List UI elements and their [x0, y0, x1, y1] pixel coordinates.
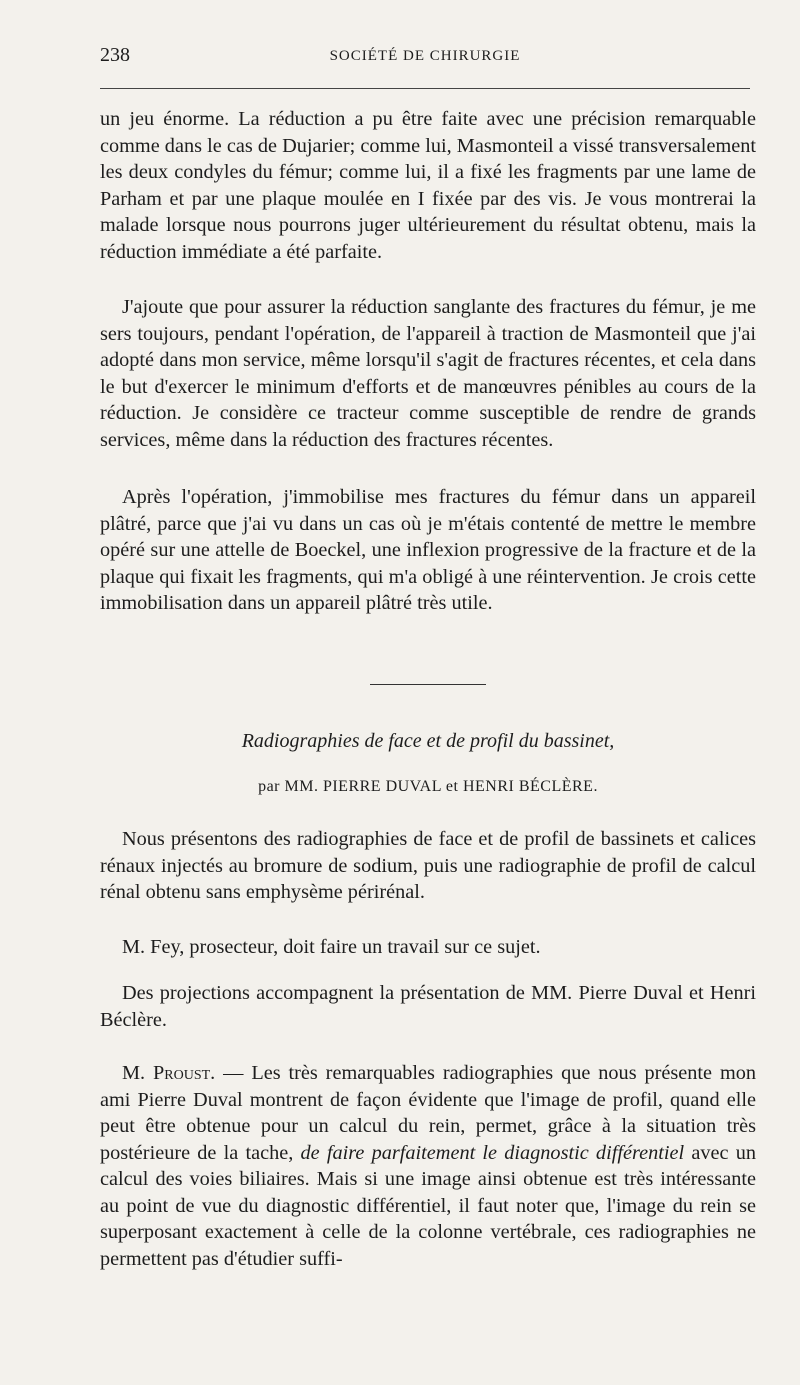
discussion-paragraph [100, 1060, 756, 1272]
running-title: SOCIÉTÉ DE CHIRURGIE [329, 48, 521, 64]
speaker-name: M. Proust. [122, 1062, 216, 1084]
discussion-text-b: avec un calcul des voies biliaires. Mais si une image ainsi obtenue est très intéressante au point de vue du diagnostic différentiel, il faut noter que, l'image du rein se superposant exactement à celle de la colonne vertébrale, ces radiographies ne permettent pas d'étudier suffi- [100, 1141, 756, 1270]
section-separator [370, 684, 486, 685]
discussion-text-a: Les très remarquables radiographies que nous présente mon ami Pierre Duval montrent de façon évidente que l'image de profil, quand elle peut être obtenue pour un calcul du rein, permet, grâce à la situation très postérieure de la tache, [100, 1062, 757, 1164]
header-rule [100, 88, 750, 89]
section-paragraph-1: Nous présentons des radiographies de face et de profil de bassinets et calices rénaux injectés au bromure de sodium, puis une radiographie de profil de calcul rénal obtenu sans emphysème périrénal. [100, 828, 756, 903]
page-number: 238 [100, 44, 130, 66]
page-header [100, 44, 750, 74]
section-title: Radiographies de face et de profil du bassinet, [241, 730, 615, 752]
section-paragraph-2: M. Fey, prosecteur, doit faire un travail sur ce sujet. [122, 936, 541, 958]
section-paragraph-3: Des projections accompagnent la présentation de MM. Pierre Duval et Henri Béclère. [100, 982, 756, 1031]
continuation-paragraph-2: J'ajoute que pour assurer la réduction sanglante des fractures du fémur, je me sers toujours, pendant l'opération, de l'appareil à traction de Masmonteil que j'ai adopté dans mon service, même lorsqu'il s'agit de fractures récentes, et cela dans le but d'exercer le minimum d'efforts et de manœuvres pénibles au cours de la réduction. Je considère ce tracteur comme susceptible de rendre de grands services, même dans la réduction des fractures récentes. [100, 296, 756, 451]
speaker-dash: — [215, 1062, 252, 1084]
continuation-paragraph-1: un jeu énorme. La réduction a pu être faite avec une précision remarquable comme dans le cas de Dujarier; comme lui, Masmonteil a vissé transversalement les deux condyles du fémur; comme lui, il a fixé les fragments par une lame de Parham et par une plaque moulée en I fixée par des vis. Je vous montrerai la malade lorsque nous pourrons juger ultérieurement du résultat obtenu, mais la réduction immédiate a été parfaite. [100, 108, 756, 263]
section-byline: par MM. PIERRE DUVAL et HENRI BÉCLÈRE. [258, 778, 598, 795]
discussion-emphasis: de faire parfaitement le diagnostic différentiel [300, 1141, 685, 1164]
continuation-paragraph-3: Après l'opération, j'immobilise mes fractures du fémur dans un appareil plâtré, parce que j'ai vu dans un cas où je m'étais contenté de mettre le membre opéré sur une attelle de Boeckel, une inflexion progressive de la fracture et de la plaque qui fixait les fragments, qui m'a obligé à une réintervention. Je crois cette immobilisation dans un appareil plâtré très utile. [100, 486, 756, 614]
